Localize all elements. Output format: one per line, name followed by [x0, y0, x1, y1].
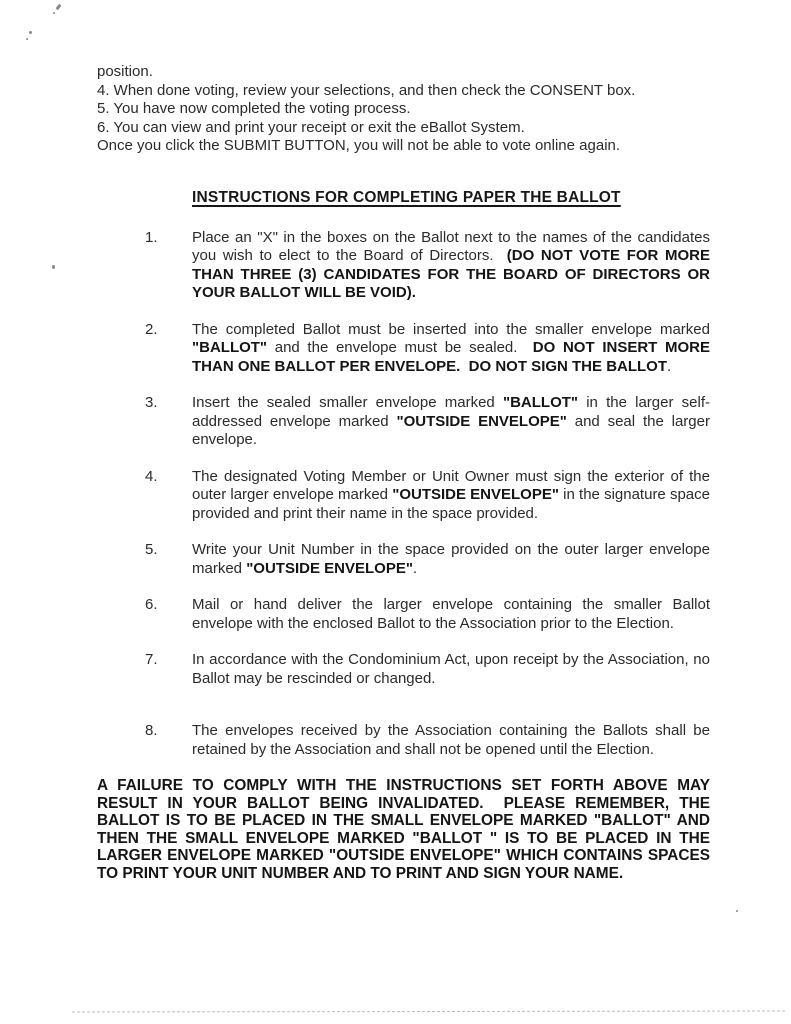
item-text: The envelopes received by the Association containing the Ballots shall be retained by the Association and shall not be opened until the Election. [192, 722, 715, 758]
item-text: The designated Voting Member or Unit Owner must sign the exterior of the outer larger envelope marked "OUTSIDE ENVELOPE" in the signature space provided and print their name in the space provided. [192, 467, 715, 522]
item-text: In accordance with the Condominium Act, upon receipt by the Association, no Ballot may be rescinded or changed. [192, 651, 715, 687]
item-number: 6. [145, 596, 158, 613]
instruction-item [97, 320, 715, 377]
item-text: Insert the sealed smaller envelope marked "BALLOT" in the larger self-addressed envelope marked "OUTSIDE ENVELOPE" and seal the larger envelope. [192, 394, 715, 448]
item-number: 8. [145, 722, 158, 739]
item-text: Mail or hand deliver the larger envelope containing the smaller Ballot envelope with the enclosed Ballot to the Association prior to the Election. [192, 596, 715, 632]
instruction-item [97, 228, 715, 303]
intro-line: position. [97, 63, 153, 80]
warning-paragraph: A FAILURE TO COMPLY WITH THE INSTRUCTIONS SET FORTH ABOVE MAY RESULT IN YOUR BALLOT BEING INVALIDATED. PLEASE REMEMBER, THE BALLOT IS TO BE PLACED IN THE SMALL ENVELOPE MARKED "BALLOT" AND THEN THE SMALL ENVELOPE MARKED "BALLOT " IS TO BE PLACED IN THE LARGER ENVELOPE MARKED "OUTSIDE ENVELOPE" WHICH CONTAINS SPACES TO PRINT YOUR UNIT NUMBER AND TO PRINT AND SIGN YOUR NAME. [97, 777, 715, 882]
instruction-item [97, 541, 715, 578]
item-number: 7. [145, 651, 158, 668]
intro-line: 4. When done voting, review your selections, and then check the CONSENT box. [97, 81, 636, 99]
item-number: 5. [145, 541, 158, 558]
instruction-item [97, 722, 715, 759]
instruction-item [97, 651, 715, 688]
intro-line: 6. You can view and print your receipt or exit the eBallot System. [97, 118, 525, 136]
item-number: 4. [145, 467, 158, 485]
instruction-item [97, 394, 715, 450]
instruction-item [97, 467, 715, 524]
item-number: 2. [145, 320, 158, 338]
item-number: 1. [145, 228, 158, 246]
item-text: Place an "X" in the boxes on the Ballot next to the names of the candidates you wish to elect to the Board of Directors. (DO NOT VOTE FOR MORE THAN THREE (3) CANDIDATES FOR THE BOARD OF DIRECTORS OR YOUR BALLOT WILL BE VOID). [192, 228, 715, 301]
scan-speck [53, 12, 55, 14]
instruction-list [97, 228, 715, 760]
section-heading: INSTRUCTIONS FOR COMPLETING PAPER THE BALLOT [192, 188, 621, 206]
document-content [97, 63, 715, 883]
scan-line-artifact [72, 1011, 786, 1013]
scan-speck [52, 265, 55, 269]
instruction-item [97, 596, 715, 633]
scan-speck [26, 38, 28, 40]
intro-block [97, 63, 710, 156]
scan-speck [736, 910, 738, 912]
item-text: The completed Ballot must be inserted into the smaller envelope marked "BALLOT" and the envelope must be sealed. DO NOT INSERT MORE THAN ONE BALLOT PER ENVELOPE. DO NOT SIGN THE BALLOT. [192, 320, 715, 375]
scan-speck [29, 31, 32, 34]
item-text: Write your Unit Number in the space provided on the outer larger envelope marked "OUTSIDE ENVELOPE". [192, 541, 715, 577]
intro-line: 5. You have now completed the voting process. [97, 100, 411, 117]
intro-line: Once you click the SUBMIT BUTTON, you will not be able to vote online again. [97, 137, 621, 154]
scan-speck [55, 4, 61, 11]
item-number: 3. [145, 394, 158, 411]
